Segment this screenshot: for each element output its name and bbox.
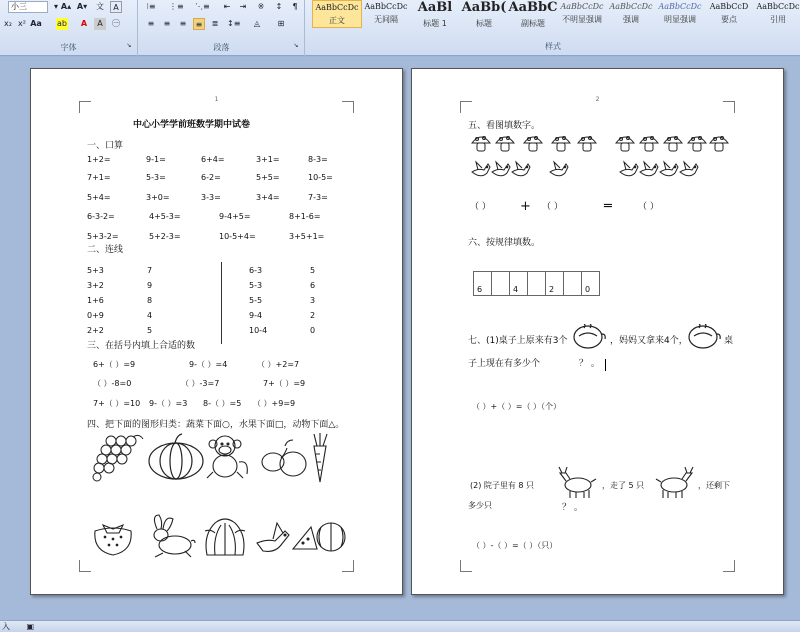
multilevel-list-icon[interactable]: ⋱≡ (195, 2, 210, 11)
styles-gallery (306, 0, 800, 30)
ribbon (0, 0, 800, 56)
calc-item: 8-3= (308, 155, 328, 164)
style-gallery-item[interactable] (410, 0, 460, 28)
increase-indent-icon[interactable]: ⇥ (239, 2, 247, 11)
style-sample: AaBbC (508, 0, 558, 15)
document-workspace (0, 57, 800, 620)
bird-icon (470, 160, 492, 184)
fill-blank-item: 7+（ ）=9 (263, 379, 306, 388)
mushroom-icon (494, 133, 516, 153)
subscript-icon[interactable]: x₂ (4, 19, 12, 28)
style-name: 明显强调 (664, 15, 696, 24)
monkey-picture (203, 432, 251, 482)
calc-item: 5-3= (146, 173, 166, 182)
sequence-cell[interactable] (564, 272, 582, 296)
margin-mark (79, 101, 91, 113)
match-item[interactable]: 5 (147, 326, 153, 335)
paragraph-group-label: 段落 (213, 43, 230, 52)
mushroom-icon (686, 133, 708, 153)
calc-item: 7-3= (308, 193, 328, 202)
q2-question-mark: ？ 。 (562, 503, 583, 513)
style-gallery-item[interactable] (704, 0, 754, 28)
style-name: 正文 (329, 16, 345, 25)
align-right-icon[interactable]: ≡ (179, 19, 187, 28)
style-name: 不明显强调 (562, 15, 602, 24)
section-2-heading: 二、连线 (87, 245, 124, 255)
margin-mark (460, 560, 472, 572)
style-gallery-item[interactable] (361, 0, 411, 28)
cabbage-picture (201, 515, 249, 559)
style-name: 标题 (476, 19, 492, 28)
match-item[interactable]: 2+2 (87, 326, 104, 335)
match-item[interactable]: 0 (310, 326, 316, 335)
section-5-heading: 五、看图填数字。 (468, 121, 541, 131)
line-spacing-icon[interactable]: ↕≡ (227, 19, 241, 28)
mushroom-icon (614, 133, 636, 153)
cup-picture (572, 324, 606, 350)
style-sample: AaBbCcDc (315, 3, 359, 12)
match-item[interactable]: 1+6 (87, 296, 104, 305)
pumpkin-picture (147, 433, 205, 481)
q2-text-part3: ，还剩下 (698, 481, 730, 490)
fill-blank-item: 7+（ ）=10 (93, 399, 141, 408)
style-sample: AaBbCcDc (609, 2, 653, 11)
paragraph-dialog-launcher-icon[interactable]: ↘ (293, 42, 299, 49)
text-cursor (605, 359, 606, 371)
section-4-heading: 四、把下面的图形归类：蔬菜下面○，水果下面□，动物下面△。 (87, 420, 345, 430)
bird-icon (658, 160, 680, 184)
style-name: 标题 1 (423, 19, 447, 28)
margin-mark (723, 101, 735, 113)
margin-mark (342, 560, 354, 572)
grow-font-icon[interactable]: A▴ (60, 2, 72, 11)
fill-blank-item: 9-（ ）=3 (149, 399, 188, 408)
fill-blank-item: 6+（ ）=9 (93, 360, 136, 369)
q2-text-part1: (2) 院子里有 8 只 (470, 481, 535, 490)
sequence-cell[interactable]: 2 (546, 272, 564, 296)
calc-item: 4+5-3= (149, 212, 181, 221)
match-item[interactable]: 9-4 (249, 311, 263, 320)
sequence-cell[interactable] (492, 272, 510, 296)
paragraph-group (139, 0, 305, 56)
sequence-cell[interactable] (528, 272, 546, 296)
q1-text-part1: 七、(1)桌子上原来有3个 (468, 336, 568, 346)
style-name: 强调 (623, 15, 639, 24)
equation-part: （ ） (638, 202, 659, 212)
match-item[interactable]: 6 (310, 281, 316, 290)
distribute-icon[interactable]: ≣ (211, 19, 219, 28)
calc-item: 5+5= (256, 173, 280, 182)
style-gallery-item[interactable] (753, 0, 800, 28)
rabbit-picture (145, 513, 197, 559)
enclose-char-icon[interactable]: ㊀ (112, 19, 120, 28)
calc-item: 5+4= (87, 193, 111, 202)
status-mode-text: 入 (2, 622, 10, 631)
q2-text-line2: 多少只 (468, 501, 492, 510)
style-gallery-item[interactable] (606, 0, 656, 28)
calc-item: 5+2-3= (149, 232, 181, 241)
mushroom-icon (708, 133, 730, 153)
match-item[interactable]: 0+9 (87, 311, 104, 320)
style-gallery-item[interactable] (655, 0, 705, 28)
bird-icon (510, 160, 532, 184)
exam-title: 中心小学学前班数学期中试卷 (133, 120, 251, 130)
fill-blank-item: （ ）+2=7 (257, 360, 300, 369)
equation-part: （ ） (470, 202, 491, 212)
q1-text-line2: 子上现在有多少个 (468, 359, 541, 369)
mushroom-icon (470, 133, 492, 153)
style-sample: AaBl (417, 0, 453, 15)
bird-icon (490, 160, 512, 184)
calc-item: 3+1= (256, 155, 280, 164)
margin-mark (460, 101, 472, 113)
calc-item: 10-5+4= (219, 232, 256, 241)
chinese-layout-icon[interactable]: ※ (257, 2, 265, 11)
section-3-heading: 三、在括号内填上合适的数 (87, 341, 196, 351)
q2-text-part2: ，走了 5 只 (602, 481, 645, 490)
char-border-icon[interactable]: A (110, 1, 122, 13)
match-item[interactable]: 3+2 (87, 281, 104, 290)
bird-icon (638, 160, 660, 184)
style-name: 无间隔 (374, 15, 398, 24)
calc-item: 3-3= (201, 193, 221, 202)
match-item[interactable]: 10-4 (249, 326, 268, 335)
styles-group-label: 样式 (545, 42, 561, 51)
calc-item: 6-3-2= (87, 212, 115, 221)
carrot-picture (309, 432, 331, 484)
show-marks-icon[interactable]: ¶ (292, 2, 298, 11)
style-sample: AaBbCcDc (756, 2, 800, 11)
divider-line (221, 262, 222, 344)
style-gallery-item[interactable] (508, 0, 558, 28)
margin-mark (723, 560, 735, 572)
align-center-icon[interactable]: ≡ (163, 19, 171, 28)
margin-mark (79, 560, 91, 572)
gourd-picture (259, 436, 307, 480)
sort-icon[interactable]: ↕ (275, 2, 283, 11)
strawberry-picture (91, 517, 135, 557)
status-bar (0, 620, 800, 632)
calc-item: 7+1= (87, 173, 111, 182)
font-group (0, 0, 138, 56)
calc-item: 3+0= (146, 193, 170, 202)
q1-text-part2: ，妈妈又拿来4个， (610, 336, 688, 346)
mushroom-icon (638, 133, 660, 153)
style-sample: AaBbCcD (709, 2, 749, 11)
grapes-picture (89, 431, 144, 483)
fill-blank-item: （ ）+9=9 (253, 399, 296, 408)
char-shading-icon[interactable]: A (94, 18, 106, 30)
calc-item: 5+3-2= (87, 232, 119, 241)
style-gallery-item[interactable] (312, 0, 362, 28)
fill-blank-item: 9-（ ）=4 (189, 360, 228, 369)
match-item[interactable]: 5+3 (87, 266, 104, 275)
highlight-color-icon[interactable]: ab (57, 19, 67, 28)
font-group-label: 字体 (60, 43, 77, 52)
margin-mark (342, 101, 354, 113)
page-1[interactable] (30, 68, 403, 595)
sequence-cell[interactable]: 0 (582, 272, 600, 296)
font-color-icon[interactable]: A (80, 19, 88, 28)
q2-answer-line: （ ）-（ ）=（ ）（只） (472, 541, 558, 550)
q1-question-mark: ？ 。 (579, 359, 600, 369)
style-gallery-item[interactable] (557, 0, 607, 28)
sequence-cell[interactable]: 4 (510, 272, 528, 296)
superscript-icon[interactable]: x² (18, 19, 26, 28)
style-gallery-item[interactable] (459, 0, 509, 28)
equation-part: + (520, 199, 531, 214)
mushroom-icon (522, 133, 544, 153)
style-name: 副标题 (521, 19, 545, 28)
q1-answer-line: （ ）+（ ）=（ ）（个） (472, 402, 562, 411)
calc-item: 9-4+5= (219, 212, 251, 221)
calc-item: 6-2= (201, 173, 221, 182)
match-item[interactable]: 5-3 (249, 281, 263, 290)
section-1-heading: 一、口算 (87, 141, 124, 151)
watermelon-picture (291, 519, 347, 553)
fill-blank-item: （ ）-3=7 (181, 379, 220, 388)
bullets-icon[interactable]: ⁝≡ (146, 2, 156, 11)
page-number: 2 (595, 96, 600, 103)
calc-item: 3+4= (256, 193, 280, 202)
fill-blank-item: （ ）-8=0 (93, 379, 132, 388)
shading-icon[interactable]: ◬ (253, 19, 261, 28)
style-sample: AaBbCcDc (560, 2, 604, 11)
sequence-cell[interactable]: 6 (474, 272, 492, 296)
justify-icon[interactable]: ≡ (193, 18, 205, 30)
font-size-dropdown-icon[interactable]: ▾ (53, 2, 58, 11)
match-item[interactable]: 4 (147, 311, 153, 320)
page-number: 1 (214, 96, 219, 103)
fill-blank-item: 8-（ ）=5 (203, 399, 242, 408)
change-case-icon[interactable]: Aa (30, 19, 42, 28)
align-left-icon[interactable]: ≡ (147, 19, 155, 28)
style-sample: AaBbCcDc (658, 2, 702, 11)
style-name: 要点 (721, 15, 737, 24)
bird-icon (618, 160, 640, 184)
goat-picture (556, 465, 598, 499)
q1-text-part3: 桌 (724, 336, 734, 346)
calc-item: 3+5+1= (289, 232, 325, 241)
mushroom-icon (550, 133, 572, 153)
style-name: 引用 (770, 15, 786, 24)
mushroom-icon (576, 133, 598, 153)
match-item[interactable]: 8 (147, 296, 153, 305)
match-item[interactable]: 2 (310, 311, 316, 320)
style-sample: AaBb( (461, 0, 507, 15)
equation-part: ═ (604, 199, 612, 214)
calc-item: 10-5= (308, 173, 333, 182)
numbering-icon[interactable]: ⋮≡ (169, 2, 184, 11)
page-2[interactable] (411, 68, 784, 595)
calc-item: 8+1-6= (289, 212, 321, 221)
bird-icon (548, 160, 570, 184)
match-item[interactable]: 6-3 (249, 266, 263, 275)
mushroom-icon (662, 133, 684, 153)
bird-icon (678, 160, 700, 184)
decrease-indent-icon[interactable]: ⇤ (223, 2, 231, 11)
match-item[interactable]: 5-5 (249, 296, 263, 305)
match-item[interactable]: 7 (147, 266, 153, 275)
match-item[interactable]: 5 (310, 266, 316, 275)
match-item[interactable]: 3 (310, 296, 316, 305)
match-item[interactable]: 9 (147, 281, 153, 290)
number-sequence-table[interactable] (473, 271, 600, 296)
font-dialog-launcher-icon[interactable]: ↘ (126, 42, 132, 49)
shrink-font-icon[interactable]: A▾ (76, 2, 88, 11)
calc-item: 9-1= (146, 155, 166, 164)
phonetic-guide-icon[interactable]: 文 (96, 2, 104, 11)
goat-picture (654, 465, 696, 499)
style-sample: AaBbCcDc (364, 2, 408, 11)
borders-icon[interactable]: ⊞ (277, 19, 285, 28)
calc-item: 1+2= (87, 155, 111, 164)
macro-record-icon[interactable]: ▣ (26, 622, 35, 631)
cup-picture (687, 324, 721, 350)
font-size-box[interactable]: 小三 (8, 1, 48, 13)
calc-item: 6+4= (201, 155, 225, 164)
bird-picture (253, 519, 293, 553)
section-6-heading: 六、按规律填数。 (468, 238, 541, 248)
equation-part: （ ） (542, 202, 563, 212)
